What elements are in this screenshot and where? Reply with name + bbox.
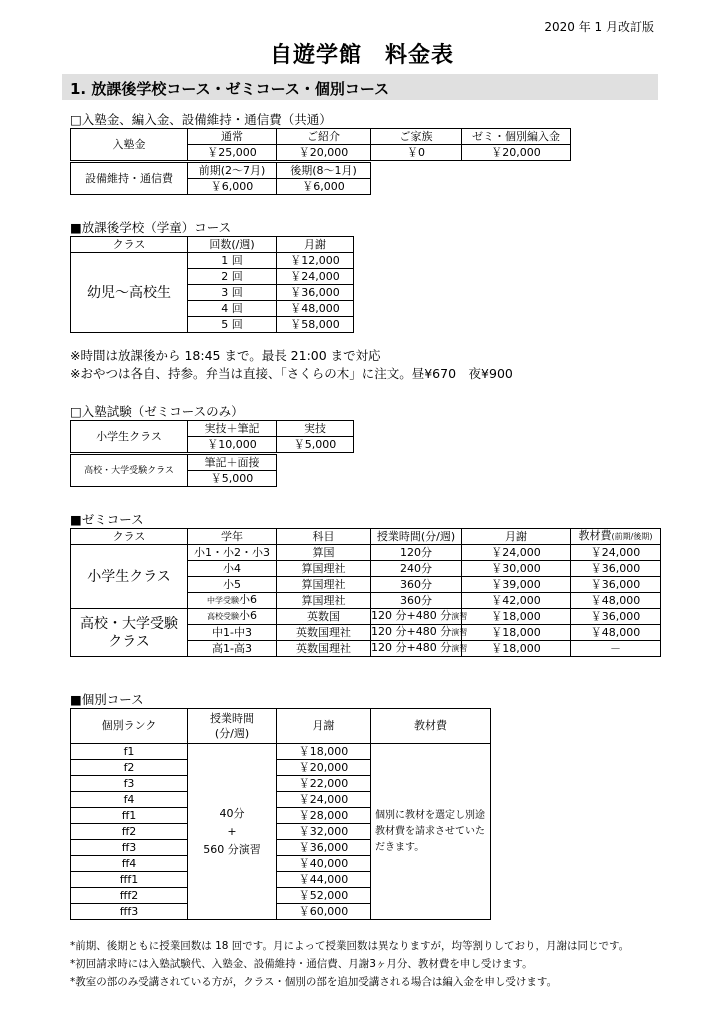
seminar-time-text: 120分 <box>400 545 432 559</box>
afterschool-note: ※おやつは各自、持参。弁当は直接、「さくらの木」に注文。昼¥670 夜¥900 <box>70 366 513 381</box>
seminar-subject: 算国 <box>277 545 371 561</box>
seminar-grade-text: 小1・小2・小3 <box>194 545 270 559</box>
individual-rank: ff1 <box>71 808 188 824</box>
seminar-time-text: 360分 <box>400 593 432 607</box>
afterschool-times: 5 回 <box>188 317 277 333</box>
seminar-grade-text: 中1-中3 <box>212 625 252 639</box>
individual-time-line2: + <box>227 824 237 838</box>
individual-rank: f1 <box>71 744 188 760</box>
individual-rank: f4 <box>71 792 188 808</box>
seminar-grade <box>188 609 277 625</box>
footnote: *教室の部のみ受講されている方が，クラス・個別の部を追加受講される場合は編入金を申し受けます。 <box>70 976 558 988</box>
seminar-header: 科目 <box>277 529 371 545</box>
individual-fee: ￥60,000 <box>277 904 371 920</box>
individual-table <box>70 708 491 920</box>
individual-header <box>188 709 277 744</box>
exam-table-elementary <box>70 420 354 453</box>
afterschool-header: 月謝 <box>277 237 354 253</box>
seminar-material: ￥48,000 <box>571 625 661 641</box>
facility-col: 前期(2～7月) <box>188 163 277 179</box>
individual-heading: ■個別コース <box>70 692 144 707</box>
seminar-material-note: (前期/後期) <box>611 532 653 541</box>
individual-rank: fff2 <box>71 888 188 904</box>
admission-heading: □入塾金、編入金、設備維持・通信費（共通） <box>70 112 332 127</box>
document-title: 自遊学館 料金表 <box>269 43 454 68</box>
seminar-header: 学年 <box>188 529 277 545</box>
individual-material: 個別に教材を選定し別途教材費を請求させていただきます。 <box>371 744 491 920</box>
individual-fee: ￥24,000 <box>277 792 371 808</box>
seminar-grade <box>188 593 277 609</box>
seminar-time-text: 240分 <box>400 561 432 575</box>
exam-heading: □入塾試験（ゼミコースのみ） <box>70 404 244 419</box>
individual-time <box>188 744 277 920</box>
seminar-grade <box>188 545 277 561</box>
footnote: *前期、後期ともに授業回数は 18 回です。月によって授業回数は異なりますが，均等割りしており，月謝は同じです。 <box>70 940 630 952</box>
individual-fee: ￥20,000 <box>277 760 371 776</box>
individual-header-line2: (分/週) <box>214 727 250 740</box>
seminar-class-highschool-line2: クラス <box>108 633 150 650</box>
seminar-time-text: 360分 <box>400 577 432 591</box>
afterschool-times: 4 回 <box>188 301 277 317</box>
exam-fee: ￥5,000 <box>277 437 354 453</box>
afterschool-fee: ￥36,000 <box>277 285 354 301</box>
seminar-material: ￥48,000 <box>571 593 661 609</box>
individual-header: 月謝 <box>277 709 371 744</box>
seminar-material: ￥36,000 <box>571 577 661 593</box>
seminar-grade-text: 小5 <box>223 577 241 591</box>
section-header <box>62 74 658 100</box>
afterschool-times: 2 回 <box>188 269 277 285</box>
seminar-time-text: 120 分+480 分 <box>371 625 452 638</box>
admission-col: ご紹介 <box>277 129 371 145</box>
exam-col: 実技＋筆記 <box>188 421 277 437</box>
seminar-time <box>371 593 462 609</box>
afterschool-times: 3 回 <box>188 285 277 301</box>
seminar-time-text: 120 分+480 分 <box>371 641 452 654</box>
exam-fee: ￥5,000 <box>188 471 277 487</box>
afterschool-note: ※時間は放課後から 18:45 まで。最長 21:00 まで対応 <box>70 348 381 363</box>
seminar-time-suffix: 演習 <box>451 612 468 621</box>
section-title: 1. 放課後学校コース・ゼミコース・個別コース <box>70 80 390 98</box>
individual-fee: ￥22,000 <box>277 776 371 792</box>
individual-rank: ff4 <box>71 856 188 872</box>
individual-rank: f3 <box>71 776 188 792</box>
seminar-header <box>571 529 661 545</box>
exam-elementary-label: 小学生クラス <box>71 421 188 453</box>
seminar-fee: ￥39,000 <box>462 577 571 593</box>
facility-fee: ￥6,000 <box>188 179 277 195</box>
seminar-grade-text: 高1-高3 <box>212 641 252 655</box>
seminar-material: ￥36,000 <box>571 561 661 577</box>
exam-col: 筆記＋面接 <box>188 455 277 471</box>
seminar-header: 月謝 <box>462 529 571 545</box>
seminar-subject: 算国理社 <box>277 561 371 577</box>
admission-col: ご家族 <box>371 129 462 145</box>
seminar-time <box>371 545 462 561</box>
seminar-time <box>371 625 468 641</box>
admission-table <box>70 128 571 161</box>
seminar-grade-prefix: 高校受験 <box>207 612 239 621</box>
facility-table <box>70 162 371 195</box>
seminar-material: ￥24,000 <box>571 545 661 561</box>
individual-header: 個別ランク <box>71 709 188 744</box>
seminar-time-suffix: 演習 <box>451 628 468 637</box>
facility-fee: ￥6,000 <box>277 179 371 195</box>
exam-table-highschool <box>70 454 277 487</box>
individual-rank: ff2 <box>71 824 188 840</box>
seminar-time <box>371 641 468 657</box>
seminar-grade <box>188 641 277 657</box>
seminar-fee: ￥24,000 <box>462 545 571 561</box>
admission-fee: ￥25,000 <box>188 145 277 161</box>
individual-fee: ￥32,000 <box>277 824 371 840</box>
seminar-grade <box>188 577 277 593</box>
seminar-subject: 算国理社 <box>277 577 371 593</box>
individual-fee: ￥36,000 <box>277 840 371 856</box>
afterschool-header: クラス <box>71 237 188 253</box>
seminar-time-text: 120 分+480 分 <box>371 609 452 622</box>
admission-fee: ￥0 <box>371 145 462 161</box>
seminar-grade-prefix: 中学受験 <box>207 596 239 605</box>
seminar-fee: ￥18,000 <box>462 641 571 657</box>
seminar-header: クラス <box>71 529 188 545</box>
seminar-class-highschool-line1: 高校・大学受験 <box>80 615 178 632</box>
individual-rank: f2 <box>71 760 188 776</box>
seminar-fee: ￥18,000 <box>462 625 571 641</box>
seminar-grade <box>188 625 277 641</box>
exam-highschool-label: 高校・大学受験クラス <box>71 455 188 487</box>
individual-fee: ￥52,000 <box>277 888 371 904</box>
seminar-heading: ■ゼミコース <box>70 512 144 527</box>
individual-fee: ￥44,000 <box>277 872 371 888</box>
exam-col: 実技 <box>277 421 354 437</box>
individual-rank: ff3 <box>71 840 188 856</box>
facility-col: 後期(8～1月) <box>277 163 371 179</box>
individual-fee: ￥28,000 <box>277 808 371 824</box>
edition-label: 2020 年 1 月改訂版 <box>544 20 654 34</box>
seminar-header: 授業時間(分/週) <box>371 529 462 545</box>
seminar-grade <box>188 561 277 577</box>
seminar-subject: 英数国理社 <box>277 641 371 657</box>
seminar-class-elementary: 小学生クラス <box>71 545 188 609</box>
individual-fee: ￥18,000 <box>277 744 371 760</box>
seminar-fee: ￥42,000 <box>462 593 571 609</box>
seminar-grade-text: 小6 <box>239 593 257 606</box>
afterschool-table <box>70 236 354 333</box>
exam-fee: ￥10,000 <box>188 437 277 453</box>
seminar-subject: 英数国 <box>277 609 371 625</box>
individual-rank: fff1 <box>71 872 188 888</box>
afterschool-fee: ￥58,000 <box>277 317 354 333</box>
seminar-fee: ￥30,000 <box>462 561 571 577</box>
individual-header-line1: 授業時間 <box>210 712 254 725</box>
individual-fee: ￥40,000 <box>277 856 371 872</box>
seminar-material: ￥36,000 <box>571 609 661 625</box>
individual-header: 教材費 <box>371 709 491 744</box>
individual-time-line1: 40分 <box>219 806 245 820</box>
individual-rank: fff3 <box>71 904 188 920</box>
admission-col: 通常 <box>188 129 277 145</box>
seminar-time <box>371 561 462 577</box>
seminar-subject: 英数国理社 <box>277 625 371 641</box>
afterschool-heading: ■放課後学校（学童）コース <box>70 220 232 235</box>
seminar-material: － <box>571 641 661 657</box>
afterschool-times: 1 回 <box>188 253 277 269</box>
seminar-fee: ￥18,000 <box>462 609 571 625</box>
seminar-time <box>371 577 462 593</box>
individual-time-line3: 560 分演習 <box>203 842 261 856</box>
seminar-grade-text: 小4 <box>223 561 241 575</box>
seminar-class-highschool <box>71 609 188 657</box>
seminar-subject: 算国理社 <box>277 593 371 609</box>
footnote: *初回請求時には入塾試験代、入塾金、設備維持・通信費、月謝3ヶ月分、教材費を申し受けます。 <box>70 958 533 970</box>
afterschool-fee: ￥24,000 <box>277 269 354 285</box>
facility-label: 設備維持・通信費 <box>71 163 188 195</box>
admission-fee: ￥20,000 <box>277 145 371 161</box>
seminar-time <box>371 609 468 625</box>
afterschool-fee: ￥48,000 <box>277 301 354 317</box>
seminar-table <box>70 528 661 657</box>
admission-col: ゼミ・個別編入金 <box>462 129 571 145</box>
afterschool-fee: ￥12,000 <box>277 253 354 269</box>
admission-label: 入塾金 <box>71 129 188 161</box>
seminar-grade-text: 小6 <box>239 609 257 622</box>
afterschool-class: 幼児～高校生 <box>71 253 188 333</box>
seminar-header-label: 教材費 <box>578 529 612 542</box>
afterschool-header: 回数(/週) <box>188 237 277 253</box>
seminar-time-suffix: 演習 <box>451 644 468 653</box>
admission-fee: ￥20,000 <box>462 145 571 161</box>
